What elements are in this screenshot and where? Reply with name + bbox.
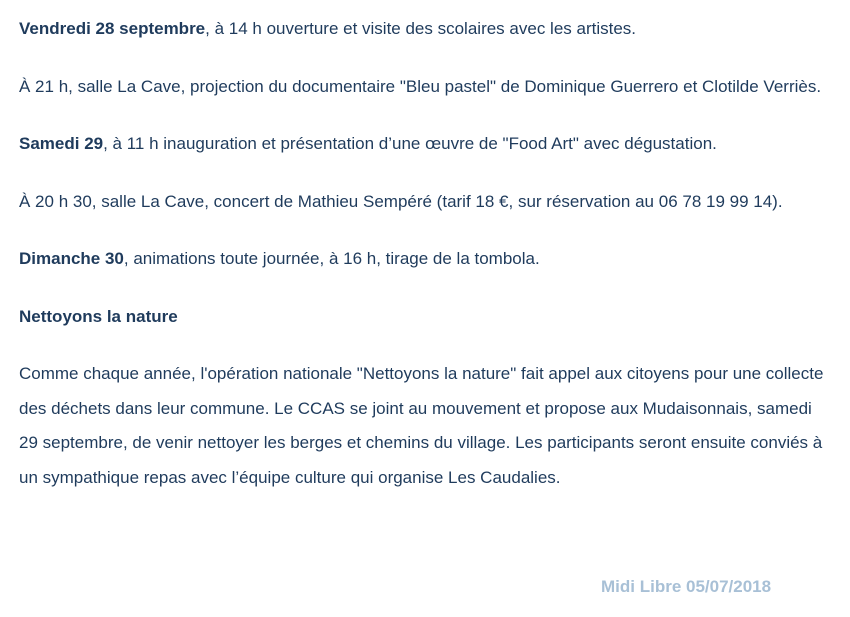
paragraph-sunday (19, 242, 834, 277)
source-credit: Midi Libre 05/07/2018 (601, 577, 772, 596)
paragraph-saturday-evening (19, 185, 834, 220)
paragraph-friday (19, 12, 834, 47)
section-body: Comme chaque année, l'opération nationale "Nettoyons la nature" fait appel aux citoyens pour une collecte des déchets dans leur commune. Le CCAS se joint au mouvement et propose aux Mudaisonnais, samedi 29 septembre, de venir nettoyer les berges et chemins du village. Les participants seront ensuite conviés à un sympathique repas avec l’équipe culture qui organise Les Caudalies. (19, 364, 824, 487)
paragraph-lead: Vendredi 28 septembre (19, 19, 206, 38)
paragraph-saturday (19, 127, 834, 162)
section-heading: Nettoyons la nature (19, 306, 178, 326)
paragraph-text: , animations toute journée, à 16 h, tirage de la tombola. (123, 249, 540, 268)
paragraph-friday-evening (19, 70, 834, 105)
paragraph-text: , à 14 h ouverture et visite des scolaires avec les artistes. (205, 19, 637, 38)
paragraph-text: À 20 h 30, salle La Cave, concert de Mathieu Sempéré (tarif 18 €, sur réservation au 06 78 19 99 14). (19, 191, 783, 211)
paragraph-lead: Dimanche 30 (19, 249, 124, 268)
paragraph-text: À 21 h, salle La Cave, projection du documentaire "Bleu pastel" de Dominique Guerrero et Clotilde Verriès. (19, 76, 822, 96)
paragraph-text: , à 11 h inauguration et présentation d’une œuvre de "Food Art" avec dégustation. (103, 134, 717, 153)
paragraph-lead: Samedi 29 (19, 134, 104, 153)
article-body (19, 12, 834, 518)
